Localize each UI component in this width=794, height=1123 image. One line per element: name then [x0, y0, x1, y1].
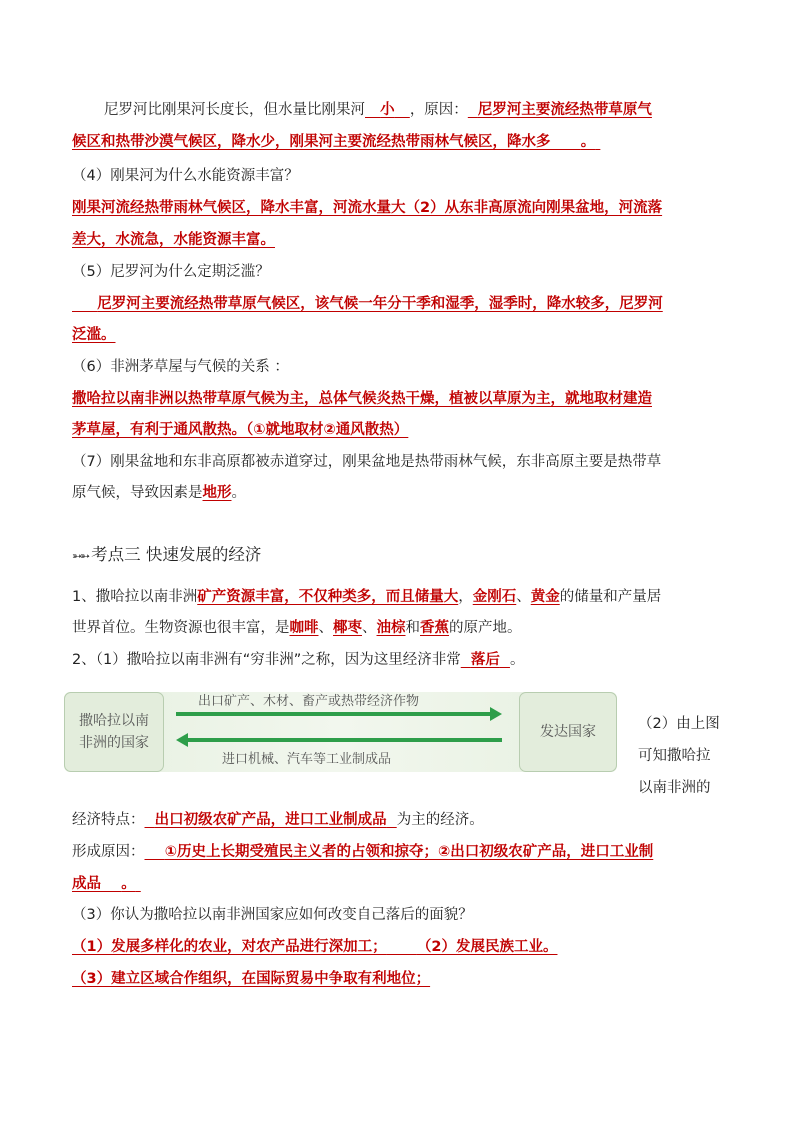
q6-question: （6）非洲茅草屋与气候的关系 ： — [72, 359, 289, 375]
p1-text-h: 的原产地。 — [449, 620, 522, 636]
p1-answer-diamond: 金刚石 — [472, 589, 517, 605]
q5-answer-line-2 — [72, 325, 724, 347]
q6-answer-1: 撒哈拉以南非洲以热带草原气候为主，总体气候炎热干燥，植被以草原为主，就地取材建造 — [72, 391, 652, 407]
export-arrow — [176, 707, 502, 721]
p1-answer-oilpalm: 油棕 — [376, 620, 406, 636]
section-arrow-icon: ➳➳ — [72, 549, 89, 563]
q4-answer-1: 刚果河流经热带雨林气候区，降水丰富，河流水量大（2）从东非高原流向刚果盆地，河流落 — [72, 200, 663, 216]
q6-answer-2: 茅草屋，有利于通风散热。（①就地取材②通风散热） — [72, 422, 409, 438]
q5-question: （5）尼罗河为什么定期泛滥？ — [72, 264, 270, 280]
q7-end: 。 — [231, 485, 246, 501]
q4-answer-2: 差大，水流急，水能资源丰富。 — [72, 232, 275, 248]
section-heading — [72, 545, 724, 567]
section-title: 考点三 快速发展的经济 — [91, 545, 262, 564]
econ-answer: 出口初级农矿产品，进口工业制成品 — [154, 812, 387, 828]
diagram-box-developed — [519, 692, 617, 772]
q3-line-1 — [104, 100, 724, 122]
q3b-answer-3: （3）建立区域合作组织，在国际贸易中争取有利地位； — [72, 971, 431, 987]
import-arrow — [176, 733, 502, 747]
q4-answer-line-2 — [72, 230, 724, 252]
reason-line-1 — [72, 842, 724, 864]
diagram-box-africa-line-2: 非洲的国家 — [79, 735, 149, 751]
q7-answer: 地形 — [202, 485, 232, 501]
diagram-box-developed-label: 发达国家 — [540, 724, 596, 740]
econ-label: 经济特点： — [72, 812, 145, 828]
p2-answer: 落后 — [470, 652, 500, 668]
p1-line-1 — [72, 587, 724, 609]
econ-text: 为主的经济。 — [396, 812, 484, 828]
p1-line-2 — [72, 618, 724, 640]
q5-answer-1: 尼罗河主要流经热带草原气候区，该气候一年分干季和湿季，湿季时，降水较多，尼罗河 — [97, 296, 663, 312]
q3b-question: （3）你认为撒哈拉以南非洲国家应如何改变自己落后的面貌？ — [72, 907, 473, 923]
p2-text: 2、（1）撒哈拉以南非洲有“穷非洲”之称，因为这里经济非常 — [72, 652, 461, 668]
reason-answer-1: ①历史上长期受殖民主义者的占领和掠夺；②出口初级农矿产品，进口工业制 — [164, 844, 654, 860]
q6-answer-line-1 — [72, 389, 724, 411]
p1-answer-gold: 黄金 — [530, 589, 560, 605]
p1-answer-coffee: 咖啡 — [289, 620, 319, 636]
diagram-box-africa — [64, 692, 164, 772]
q4-answer-line-1 — [72, 198, 724, 220]
q3-answer-2: 候区和热带沙漠气候区，降水少，刚果河主要流经热带雨林气候区，降水多 。 — [72, 134, 596, 150]
reason-label: 形成原因： — [72, 844, 145, 860]
p1-text-line2: 世界首位。生物资源也很丰富，是 — [72, 620, 290, 636]
q2-side-line-1: （2）由上图 — [638, 716, 720, 732]
p2-end: 。 — [509, 652, 525, 668]
q7-line-1: （7）刚果盆地和东非高原都被赤道穿过，刚果盆地是热带雨林气候，东非高原主要是热带草 — [72, 454, 662, 470]
p1-text-d: 的储量和产量居 — [559, 589, 662, 605]
q3-text-2: ，原因： — [409, 102, 468, 118]
diagram-export-label: 出口矿产、木材、畜产或热带经济作物 — [198, 694, 420, 709]
q4-question: （4）刚果河为什么水能资源丰富？ — [72, 168, 299, 184]
q3-text-1: 尼罗河比刚果河长度长，但水量比刚果河 — [104, 102, 365, 118]
p1-text-g: 和 — [405, 620, 420, 636]
p1-text-f: 、 — [362, 620, 377, 636]
q2-side-line-3: 以南非洲的 — [638, 780, 711, 796]
p1-text-e: 、 — [318, 620, 333, 636]
p1-answer-banana: 香蕉 — [420, 620, 449, 636]
p2-line — [72, 650, 724, 672]
q3b-answer-1-2: （1）发展多样化的农业，对农产品进行深加工； （2）发展民族工业。 — [72, 939, 558, 955]
q5-answer-2: 泛滥。 — [72, 327, 116, 343]
reason-line-2 — [72, 874, 724, 896]
q3-line-2 — [72, 132, 724, 154]
p1-text-c: 、 — [516, 589, 531, 605]
diagram-import-label: 进口机械、汽车等工业制成品 — [222, 752, 392, 767]
q3-answer-1: 尼罗河主要流经热带草原气 — [477, 102, 652, 118]
econ-line — [72, 810, 724, 832]
q3b-answer-line-2 — [72, 969, 724, 991]
q7-text: 原气候，导致因素是 — [72, 485, 203, 501]
trade-diagram — [64, 692, 617, 772]
q5-answer-line-1 — [72, 294, 724, 316]
p1-answer-minerals: 矿产资源丰富，不仅种类多，而且储量大 — [197, 589, 459, 605]
q6-answer-line-2 — [72, 420, 724, 442]
q3b-answer-line-1 — [72, 937, 724, 959]
diagram-box-africa-line-1: 撒哈拉以南 — [79, 713, 149, 729]
p1-answer-date: 椰枣 — [333, 620, 362, 636]
q7-line-2 — [72, 483, 724, 505]
q3-blank-answer: 小 — [380, 102, 395, 118]
p1-text-a: 1、撒哈拉以南非洲 — [72, 589, 198, 605]
p1-text-b: ， — [458, 589, 473, 605]
q2-side-line-2: 可知撒哈拉 — [638, 748, 711, 764]
reason-answer-2: 成品 。 — [72, 876, 136, 892]
